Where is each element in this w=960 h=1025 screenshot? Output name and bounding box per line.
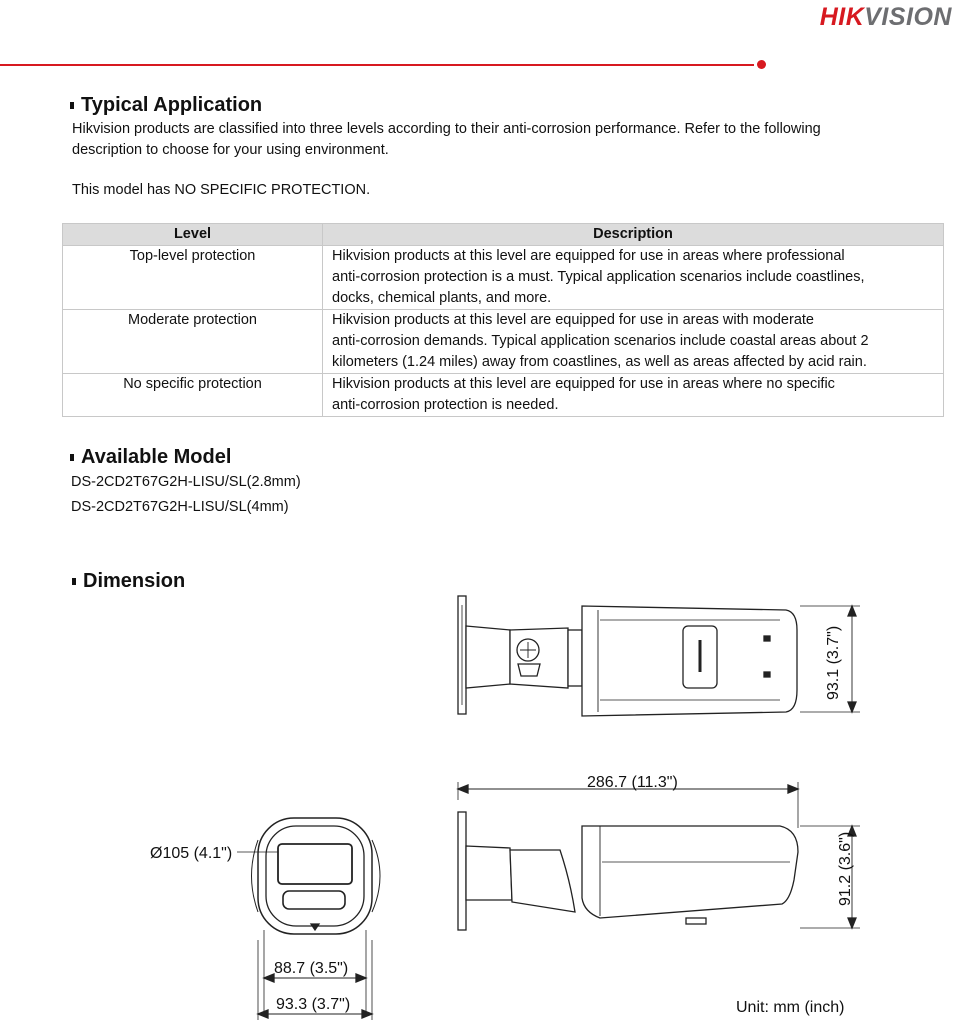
description-cell: Hikvision products at this level are equipped for use in areas with moderate anti-corrosion demands. Typical application scenarios include coastal areas about 2 kilometers (1.24 miles) away from coastlines, as well as areas affected by acid rain.	[323, 310, 944, 374]
level-cell: No specific protection	[63, 374, 323, 417]
table-header-level: Level	[63, 224, 323, 246]
typical-application-heading: Typical Application	[70, 93, 262, 117]
description-cell: Hikvision products at this level are equipped for use in areas where professional anti-corrosion protection is a must. Typical application scenarios include coastlines, docks, chemical plants, and more.	[323, 246, 944, 310]
length-label: 286.7 (11.3")	[587, 774, 678, 791]
level-cell: Top-level protection	[63, 246, 323, 310]
camera-side-view	[458, 782, 860, 930]
hikvision-logo: HIKVISION	[819, 3, 952, 31]
front-outer-width-label: 93.3 (3.7")	[276, 996, 351, 1013]
available-model-heading: Available Model	[70, 445, 231, 469]
protection-note: This model has NO SPECIFIC PROTECTION.	[72, 182, 371, 198]
level-cell: Moderate protection	[63, 310, 323, 374]
model-item: DS-2CD2T67G2H-LISU/SL(2.8mm)	[71, 474, 301, 490]
side-height-label: 91.2 (3.6")	[837, 831, 854, 906]
top-height-label: 93.1 (3.7")	[825, 625, 842, 700]
table-header-description: Description	[323, 224, 944, 246]
camera-front-view	[237, 818, 380, 1020]
diameter-label: Ø105 (4.1")	[150, 845, 233, 862]
typical-application-intro: Hikvision products are classified into three levels according to their anti-corrosion performance. Refer to the following description to choose for your using environment.	[72, 121, 821, 158]
camera-top-view	[458, 596, 860, 716]
model-item: DS-2CD2T67G2H-LISU/SL(4mm)	[71, 499, 289, 515]
dimension-heading: Dimension	[72, 569, 185, 593]
unit-label: Unit: mm (inch)	[736, 999, 845, 1016]
description-cell: Hikvision products at this level are equipped for use in areas where no specific anti-corrosion protection is needed.	[323, 374, 944, 417]
front-inner-width-label: 88.7 (3.5")	[274, 960, 349, 977]
